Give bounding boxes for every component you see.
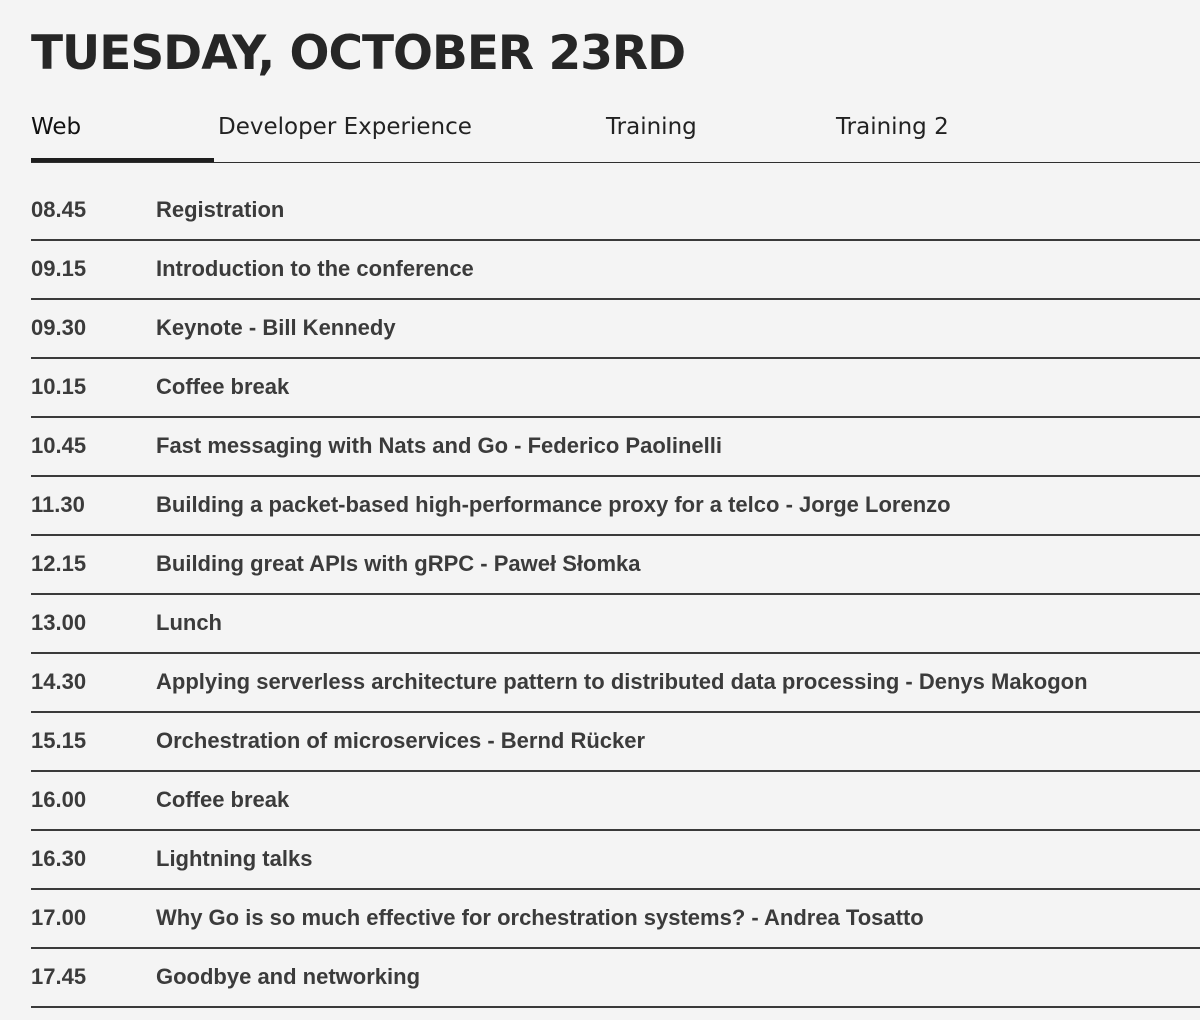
session-time: 17.00: [31, 905, 87, 930]
schedule-row: [31, 536, 1200, 595]
session-title: Coffee break: [156, 374, 290, 399]
session-title: Lunch: [156, 610, 222, 635]
session-title: Goodbye and networking: [156, 964, 421, 989]
schedule-row: [31, 890, 1200, 949]
session-time: 11.30: [31, 492, 85, 517]
session-title: Building a packet-based high-performance proxy for a telco - Jorge Lorenzo: [156, 492, 951, 517]
schedule-list: [31, 182, 1200, 1008]
session-time: 16.30: [31, 846, 87, 871]
session-time: 17.45: [31, 964, 87, 989]
schedule-row: [31, 182, 1200, 241]
session-title: Building great APIs with gRPC - Paweł Słomka: [156, 551, 641, 576]
track-tabs: [31, 96, 1200, 163]
schedule-row: [31, 713, 1200, 772]
schedule-row: [31, 949, 1200, 1008]
session-time: 15.15: [31, 728, 87, 753]
session-title: Orchestration of microservices - Bernd Rücker: [156, 728, 646, 753]
schedule-row: [31, 300, 1200, 359]
session-title: Introduction to the conference: [156, 256, 474, 281]
schedule-row: [31, 477, 1200, 536]
session-title: Keynote - Bill Kennedy: [156, 315, 396, 340]
session-time: 09.30: [31, 315, 87, 340]
session-title: Applying serverless architecture pattern to distributed data processing - Denys Makogon: [156, 669, 1088, 694]
session-time: 08.45: [31, 197, 87, 222]
session-title: Fast messaging with Nats and Go - Federico Paolinelli: [156, 433, 723, 458]
session-title: Registration: [156, 197, 285, 222]
session-time: 09.15: [31, 256, 87, 281]
schedule-row: [31, 831, 1200, 890]
schedule-row: [31, 654, 1200, 713]
session-title: Coffee break: [156, 787, 290, 812]
active-tab-indicator: [31, 158, 214, 162]
tab-training[interactable]: Training: [606, 114, 697, 140]
session-time: 10.15: [31, 374, 87, 399]
session-time: 10.45: [31, 433, 87, 458]
session-title: Lightning talks: [156, 846, 313, 871]
tab-developer-experience[interactable]: Developer Experience: [218, 114, 472, 140]
schedule-row: [31, 772, 1200, 831]
schedule-row: [31, 595, 1200, 654]
page-title: TUESDAY, OCTOBER 23RD: [31, 26, 686, 81]
session-time: 12.15: [31, 551, 87, 576]
session-time: 13.00: [31, 610, 87, 635]
session-title: Why Go is so much effective for orchestration systems? - Andrea Tosatto: [156, 905, 924, 930]
tab-training-2[interactable]: Training 2: [836, 114, 949, 140]
schedule-row: [31, 359, 1200, 418]
schedule-row: [31, 418, 1200, 477]
schedule-row: [31, 241, 1200, 300]
session-time: 16.00: [31, 787, 87, 812]
session-time: 14.30: [31, 669, 87, 694]
tab-web[interactable]: Web: [31, 114, 82, 140]
